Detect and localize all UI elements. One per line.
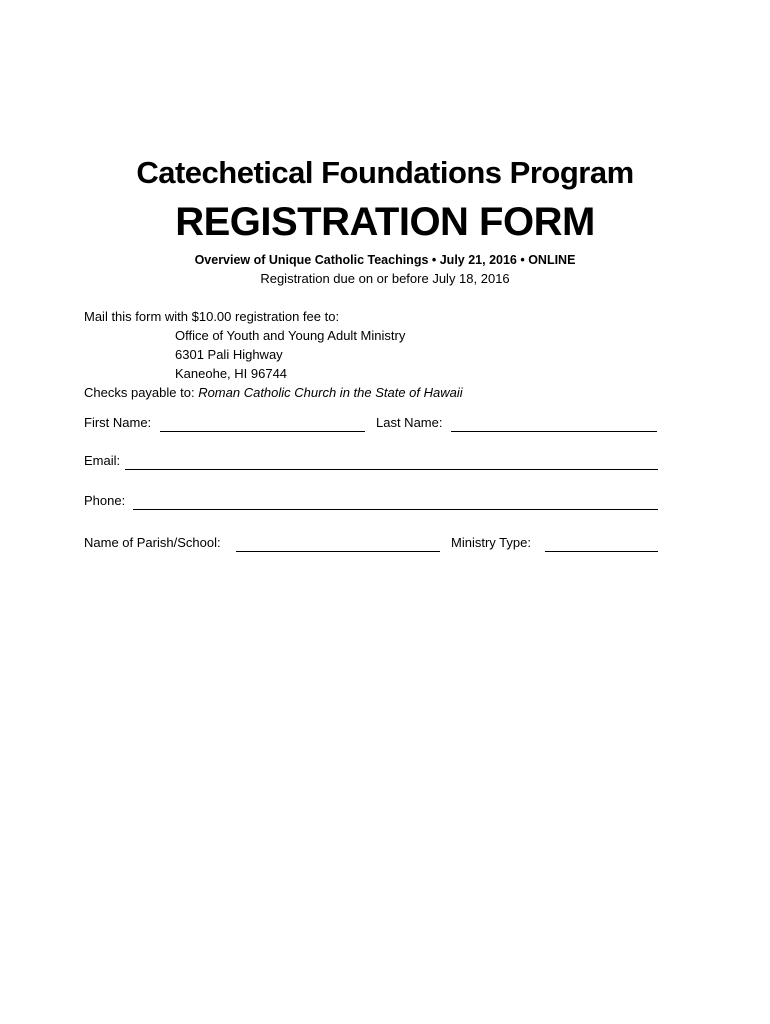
email-field[interactable] xyxy=(125,469,658,470)
mailing-street: 6301 Pali Highway xyxy=(175,347,283,362)
ministry-type-label: Ministry Type: xyxy=(451,535,531,550)
phone-label: Phone: xyxy=(84,493,126,508)
first-name-label: First Name: xyxy=(84,415,152,430)
mailing-office: Office of Youth and Young Adult Ministry xyxy=(175,328,406,343)
first-name-field[interactable] xyxy=(160,431,365,432)
parish-school-label: Name of Parish/School: xyxy=(84,535,221,550)
event-line: Overview of Unique Catholic Teachings • July 21, 2016 • ONLINE xyxy=(194,253,576,267)
parish-school-field[interactable] xyxy=(236,551,440,552)
program-title: Catechetical Foundations Program xyxy=(136,155,634,190)
phone-field[interactable] xyxy=(133,509,658,510)
checks-payable-label: Checks payable to: xyxy=(84,385,199,400)
email-label: Email: xyxy=(84,453,121,468)
mailing-city: Kaneohe, HI 96744 xyxy=(175,366,288,381)
last-name-label: Last Name: xyxy=(376,415,443,430)
registration-due-line: Registration due on or before July 18, 2016 xyxy=(260,271,510,286)
checks-payable-line xyxy=(84,385,463,400)
checks-payee: Roman Catholic Church in the State of Hawaii xyxy=(198,385,463,400)
mailing-intro: Mail this form with $10.00 registration fee to: xyxy=(84,309,340,324)
ministry-type-field[interactable] xyxy=(545,551,658,552)
form-title: REGISTRATION FORM xyxy=(175,200,595,244)
last-name-field[interactable] xyxy=(451,431,657,432)
